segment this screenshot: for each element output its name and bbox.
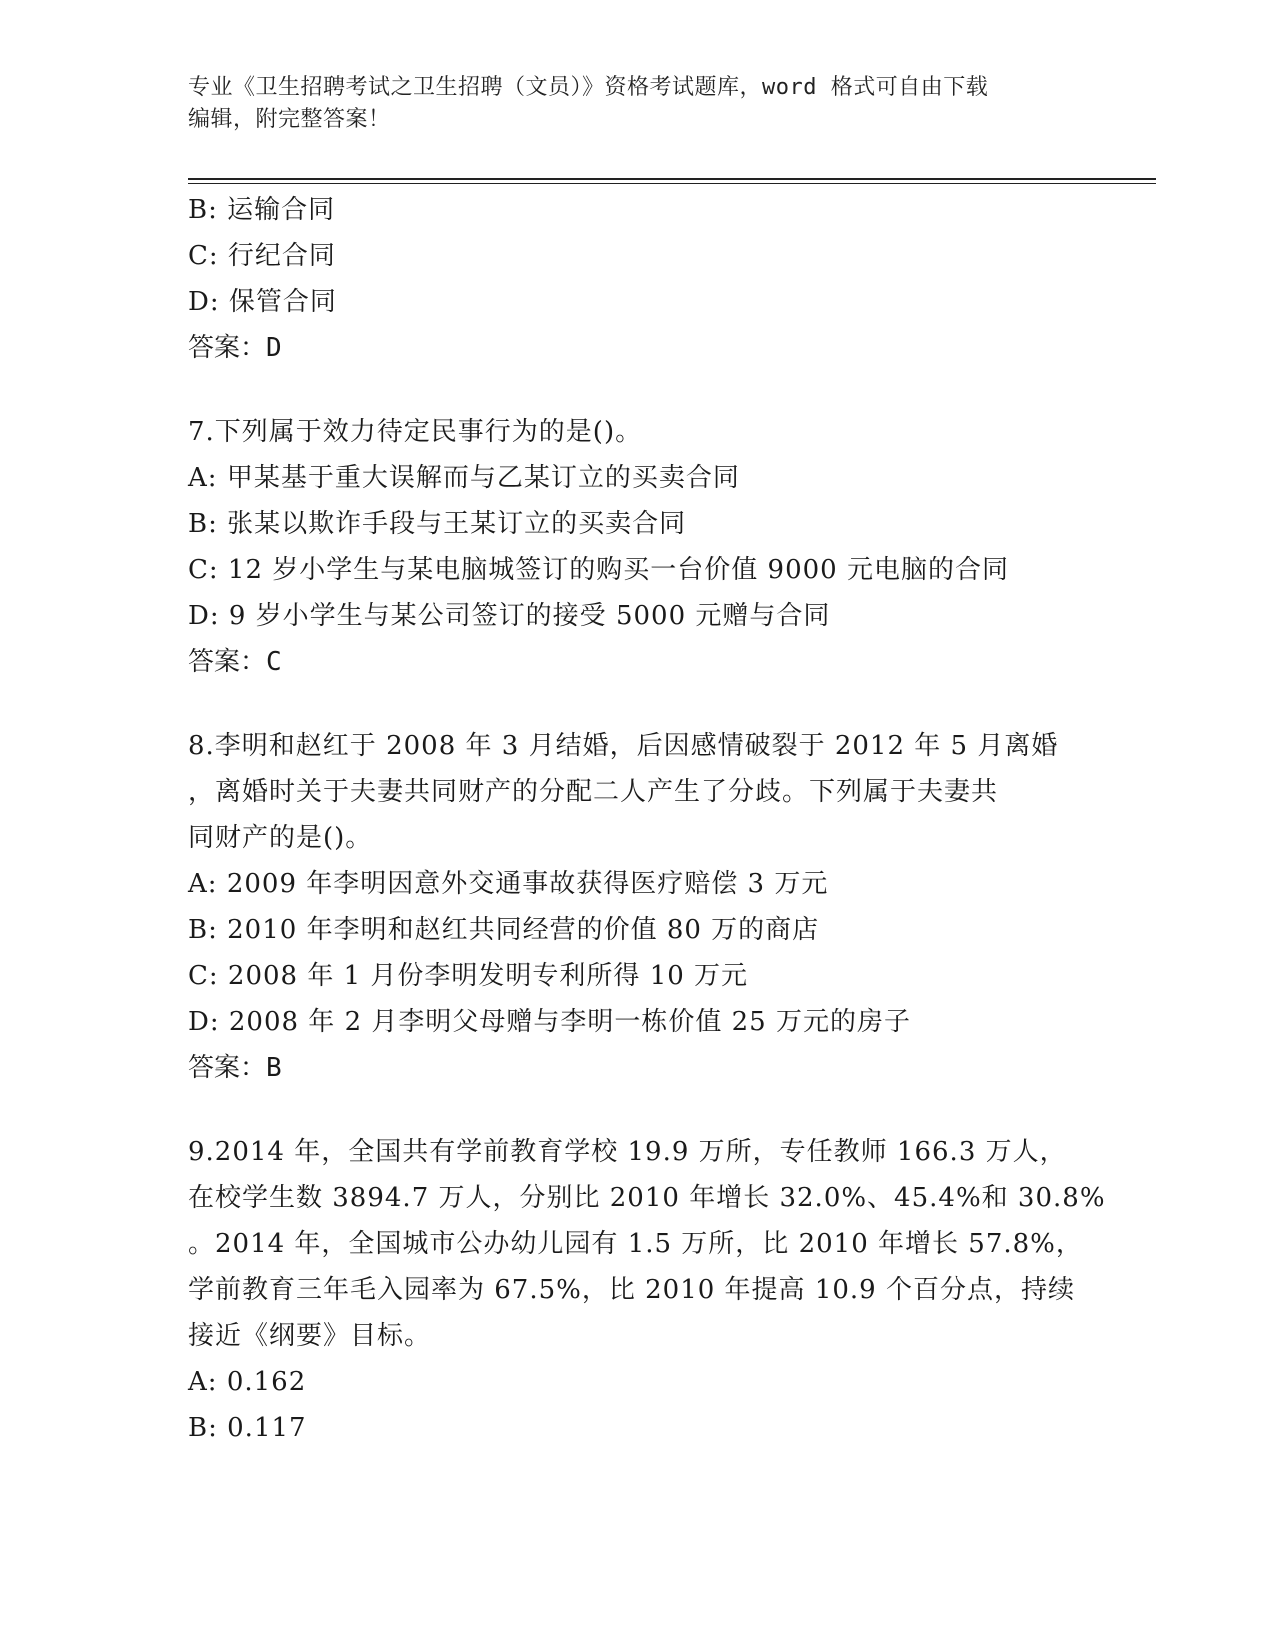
option-label: A: [188,869,218,899]
question-6-tail [188,187,1088,371]
question-stem-line: 8.李明和赵红于 2008 年 3 月结婚，后因感情破裂于 2012 年 5 月离婚 [188,731,1059,761]
answer-label: 答案： [188,1053,267,1083]
option-d [188,593,1088,639]
page-header [188,72,1068,136]
answer-line [188,1045,1088,1091]
option-label: C: [188,961,219,991]
answer-line [188,639,1088,685]
option-b [188,1405,1088,1451]
option-label: D: [188,1007,220,1037]
option-label: D: [188,287,220,317]
option-b [188,501,1088,547]
question-stem-line: 在校学生数 3894.7 万人，分别比 2010 年增长 32.0%、45.4%和 30.8% [188,1183,1106,1213]
answer-value: C [266,647,282,677]
option-a [188,1359,1088,1405]
option-label: B: [188,1413,218,1443]
header-title-line1: 专业《卫生招聘考试之卫生招聘（文员）》资格考试题库，word 格式可自由下载 [188,75,989,100]
header-divider [188,178,1156,180]
option-label: B: [188,509,218,539]
option-d [188,999,1088,1045]
question-stem: 7.下列属于效力待定民事行为的是()。 [188,417,643,447]
question-stem-line: 9.2014 年，全国共有学前教育学校 19.9 万所，专任教师 166.3 万人， [188,1137,1067,1167]
option-text: 2010 年李明和赵红共同经营的价值 80 万的商店 [227,915,820,945]
option-a [188,455,1088,501]
option-c [188,547,1088,593]
question-stem-line: 同财产的是()。 [188,823,373,853]
option-label: C: [188,241,219,271]
option-text: 张某以欺诈手段与王某订立的买卖合同 [227,509,687,539]
option-label: A: [188,463,218,493]
option-text: 0.117 [227,1413,307,1443]
question-7 [188,409,1088,685]
header-title-line2: 编辑，附完整答案！ [188,107,391,132]
option-text: 2009 年李明因意外交通事故获得医疗赔偿 3 万元 [226,869,829,899]
option-c [188,233,1088,279]
question-content [188,187,1106,1451]
option-label: B: [188,195,218,225]
option-d [188,279,1088,325]
answer-label: 答案： [188,333,267,363]
option-text: 行纪合同 [227,241,336,271]
option-b [188,907,1088,953]
option-text: 9 岁小学生与某公司签订的接受 5000 元赠与合同 [228,601,831,631]
answer-value: D [266,333,282,363]
option-text: 0.162 [226,1367,307,1397]
question-stem-line: 接近《纲要》目标。 [188,1321,432,1351]
answer-value: B [266,1053,282,1083]
option-text: 保管合同 [228,287,337,317]
answer-line [188,325,1088,371]
option-text: 运输合同 [227,195,336,225]
question-stem-line: ，离婚时关于夫妻共同财产的分配二人产生了分歧。下列属于夫妻共 [188,777,999,807]
option-b [188,187,1088,233]
option-label: A: [188,1367,218,1397]
option-label: D: [188,601,220,631]
option-a [188,861,1088,907]
option-label: C: [188,555,219,585]
option-text: 甲某基于重大误解而与乙某订立的买卖合同 [226,463,740,493]
question-stem-line: 学前教育三年毛入园率为 67.5%，比 2010 年提高 10.9 个百分点，持续 [188,1275,1075,1305]
question-9 [188,1129,1106,1451]
question-stem-line: 。2014 年，全国城市公办幼儿园有 1.5 万所，比 2010 年增长 57.8%， [188,1229,1083,1259]
option-text: 2008 年 2 月李明父母赠与李明一栋价值 25 万元的房子 [228,1007,911,1037]
question-8 [188,723,1088,1091]
header-divider-thin [188,183,1156,184]
option-c [188,953,1088,999]
option-text: 2008 年 1 月份李明发明专利所得 10 万元 [227,961,749,991]
option-label: B: [188,915,218,945]
answer-label: 答案： [188,647,267,677]
option-text: 12 岁小学生与某电脑城签订的购买一台价值 9000 元电脑的合同 [227,555,1009,585]
